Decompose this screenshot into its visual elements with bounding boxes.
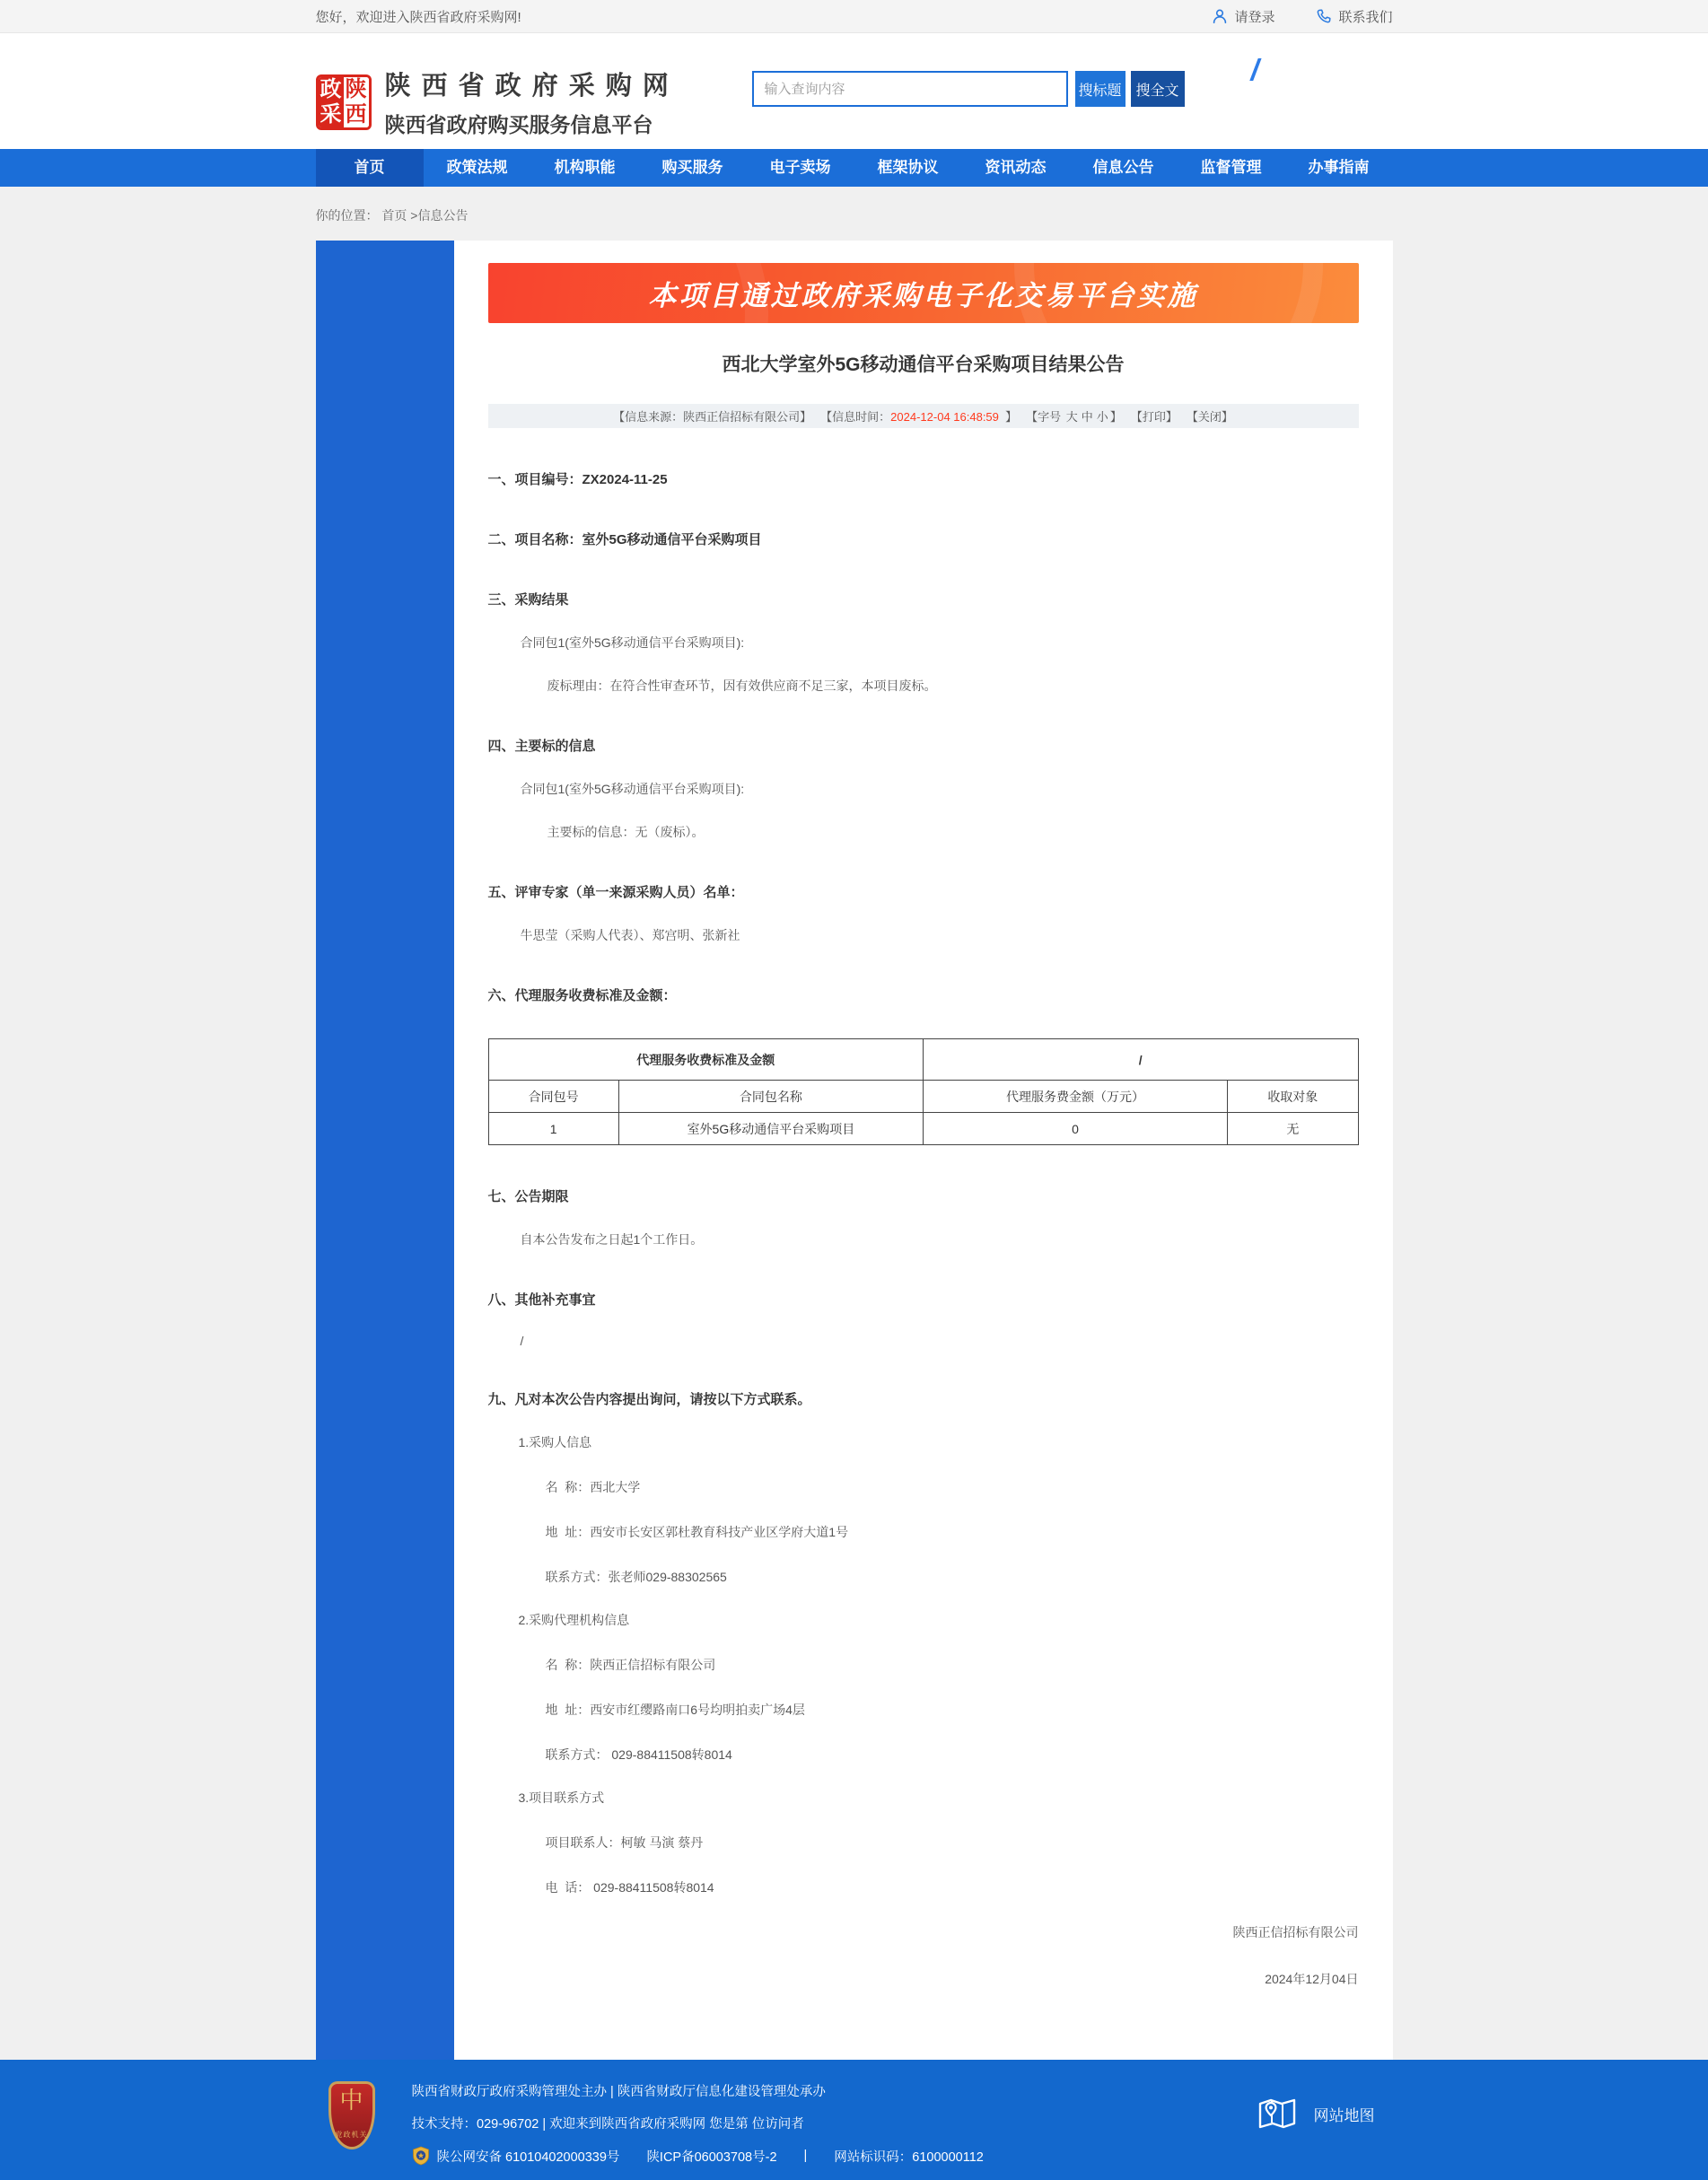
- footer-security-record[interactable]: 陕公网安备 61010402000339号: [436, 2149, 620, 2165]
- section-3-package: 合同包1(室外5G移动通信平台采购项目):: [520, 635, 745, 650]
- footer-site-code: 网站标识码：6100000112: [834, 2149, 984, 2165]
- fee-cell-package-no: 1: [488, 1113, 618, 1145]
- search-fulltext-button[interactable]: 搜全文: [1131, 71, 1185, 107]
- site-footer: [0, 2060, 1708, 2180]
- site-header: [0, 33, 1708, 149]
- page-title: 西北大学室外5G移动通信平台采购项目结果公告: [722, 355, 1125, 375]
- footer-icp-record[interactable]: 陕ICP备06003708号-2: [646, 2149, 777, 2165]
- nav-item-e-mall[interactable]: 电子卖场: [769, 159, 831, 176]
- agency-address: 地 址：西安市红缨路南口6号均明拍卖广场4层: [545, 1703, 805, 1717]
- section-8-heading: 八、其他补充事宜: [487, 1292, 596, 1308]
- brand-seal-logo: [316, 74, 372, 130]
- meta-source: 【信息来源：陕西正信招标有限公司】: [613, 410, 812, 424]
- print-link[interactable]: 【打印】: [1130, 410, 1178, 424]
- agency-contact: 联系方式： 029-88411508转8014: [545, 1747, 732, 1762]
- nav-item-policy[interactable]: 政策法规: [446, 159, 508, 176]
- purchaser-info-title: 1.采购人信息: [518, 1435, 592, 1449]
- login-label: 请登录: [1234, 9, 1275, 25]
- signature-company: 陕西正信招标有限公司: [1232, 1925, 1359, 1939]
- site-logo-link[interactable]: [316, 66, 670, 138]
- purchaser-contact: 联系方式：张老师029-88302565: [545, 1570, 727, 1584]
- platform-banner: 本项目通过政府采购电子化交易平台实施: [488, 263, 1359, 323]
- main-nav: [0, 149, 1708, 187]
- purchaser-address: 地 址：西安市长安区郭杜教育科技产业区学府大道1号: [545, 1525, 849, 1539]
- police-badge-icon: [412, 2146, 430, 2166]
- search-title-button[interactable]: 搜标题: [1075, 71, 1126, 107]
- section-3-heading: 三、采购结果: [487, 592, 569, 608]
- decorative-slash: /: [1250, 53, 1259, 86]
- table-row: [488, 1113, 1358, 1145]
- agency-fee-table: [488, 1038, 1359, 1145]
- sitemap-link[interactable]: [1257, 2096, 1375, 2132]
- nav-item-news[interactable]: 资讯动态: [985, 159, 1047, 176]
- section-1-heading: 一、项目编号：ZX2024-11-25: [487, 472, 668, 487]
- fee-table-merged-slash: /: [923, 1039, 1358, 1081]
- search-input[interactable]: [752, 71, 1068, 107]
- site-subtitle: 陕西省政府购买服务信息平台: [384, 113, 653, 136]
- section-5-experts: 牛思莹（采购人代表）、郑宫明、张新社: [520, 928, 740, 942]
- section-5-heading: 五、评审专家（单一来源采购人员）名单：: [487, 885, 744, 900]
- nav-item-purchase-services[interactable]: 购买服务: [661, 159, 723, 176]
- footer-support-line: 技术支持：029-96702 | 欢迎来到陕西省政府采购网 您是第 位访问者: [411, 2117, 804, 2132]
- breadcrumb-prefix: 你的位置：: [315, 208, 379, 223]
- meta-time-wrap: 【信息时间：2024-12-04 16:48:59 】: [820, 410, 1018, 424]
- user-icon: [1212, 8, 1228, 24]
- emblem-symbol: 中: [339, 2088, 363, 2114]
- seal-char: 采: [320, 101, 342, 127]
- sitemap-label: 网站地图: [1313, 2106, 1375, 2124]
- sitemap-map-icon: [1257, 2096, 1298, 2132]
- breadcrumb-current: >信息公告: [410, 208, 469, 223]
- footer-separator: |: [803, 2149, 808, 2163]
- nav-item-home[interactable]: 首页: [316, 149, 424, 187]
- seal-char: 西: [345, 101, 367, 127]
- article-panel: [454, 241, 1393, 2060]
- fontsize-medium-link[interactable]: 中: [1081, 410, 1093, 424]
- contact-label: 联系我们: [1338, 9, 1393, 25]
- fee-col-package-name: 合同包名称: [618, 1081, 923, 1113]
- purchaser-name: 名 称：西北大学: [545, 1480, 641, 1494]
- close-link[interactable]: 【关闭】: [1186, 410, 1233, 424]
- agency-name: 名 称：陕西正信招标有限公司: [545, 1658, 716, 1672]
- section-4-heading: 四、主要标的信息: [487, 739, 596, 754]
- fee-col-amount: 代理服务费金额（万元）: [923, 1081, 1227, 1113]
- meta-time-value: 2024-12-04 16:48:59: [890, 410, 999, 424]
- section-2-heading: 二、项目名称：室外5G移动通信平台采购项目: [487, 532, 762, 547]
- section-9-heading: 九、凡对本次公告内容提出询问，请按以下方式联系。: [487, 1392, 811, 1407]
- article-meta-bar: [488, 404, 1359, 428]
- nav-item-org-duty[interactable]: 机构职能: [554, 159, 616, 176]
- fontsize-small-link[interactable]: 小: [1096, 410, 1108, 424]
- agency-info-title: 2.采购代理机构信息: [518, 1613, 630, 1627]
- welcome-text: 您好，欢迎进入陕西省政府采购网!: [315, 9, 521, 25]
- section-7-heading: 七、公告期限: [487, 1189, 569, 1204]
- project-contact-phone: 电 话： 029-88411508转8014: [545, 1880, 714, 1895]
- seal-char: 政: [320, 76, 342, 101]
- nav-item-guide[interactable]: 办事指南: [1308, 159, 1370, 176]
- footer-organizer-line: 陕西省财政厅政府采购管理处主办 | 陕西省财政厅信息化建设管理处承办: [411, 2085, 826, 2099]
- fee-col-payer: 收取对象: [1228, 1081, 1358, 1113]
- section-4-package: 合同包1(室外5G移动通信平台采购项目):: [520, 782, 745, 796]
- top-bar: [0, 0, 1708, 33]
- section-4-info: 主要标的信息：无（废标）。: [547, 825, 705, 839]
- meta-fontsize: 【字号 大 中 小 】: [1026, 410, 1122, 424]
- emblem-label: 党政机关: [335, 2131, 368, 2139]
- project-contact-title: 3.项目联系方式: [518, 1790, 605, 1805]
- contact-link[interactable]: [1316, 7, 1392, 26]
- site-name: 陕 西 省 政 府 采 购 网: [384, 72, 670, 101]
- section-3-reason: 废标理由：在符合性审查环节，因有效供应商不足三家，本项目废标。: [547, 679, 937, 693]
- party-gov-emblem: [328, 2081, 375, 2149]
- section-7-period: 自本公告发布之日起1个工作日。: [520, 1232, 704, 1247]
- project-contact-person: 项目联系人：柯敏 马演 蔡丹: [545, 1835, 704, 1850]
- section-8-other: /: [520, 1334, 524, 1348]
- nav-item-framework[interactable]: 框架协议: [877, 159, 939, 176]
- fee-cell-package-name: 室外5G移动通信平台采购项目: [618, 1113, 923, 1145]
- nav-item-announcements[interactable]: 信息公告: [1092, 159, 1154, 176]
- signature-date: 2024年12月04日: [1265, 1972, 1359, 1986]
- fee-cell-payer: 无: [1228, 1113, 1358, 1145]
- phone-icon: [1316, 8, 1332, 24]
- left-blue-panel: [316, 241, 454, 2060]
- breadcrumb: [316, 187, 1393, 241]
- seal-char: 陕: [345, 76, 367, 101]
- login-link[interactable]: [1212, 7, 1274, 26]
- fee-table-merged-title: 代理服务收费标准及金额: [488, 1039, 923, 1081]
- section-6-heading: 六、代理服务收费标准及金额：: [487, 988, 677, 1003]
- nav-item-supervision[interactable]: 监督管理: [1200, 159, 1262, 176]
- fontsize-large-link[interactable]: 大: [1065, 410, 1078, 424]
- fee-col-package-no: 合同包号: [488, 1081, 618, 1113]
- breadcrumb-home-link[interactable]: 首页: [381, 208, 407, 223]
- fee-cell-amount: 0: [923, 1113, 1227, 1145]
